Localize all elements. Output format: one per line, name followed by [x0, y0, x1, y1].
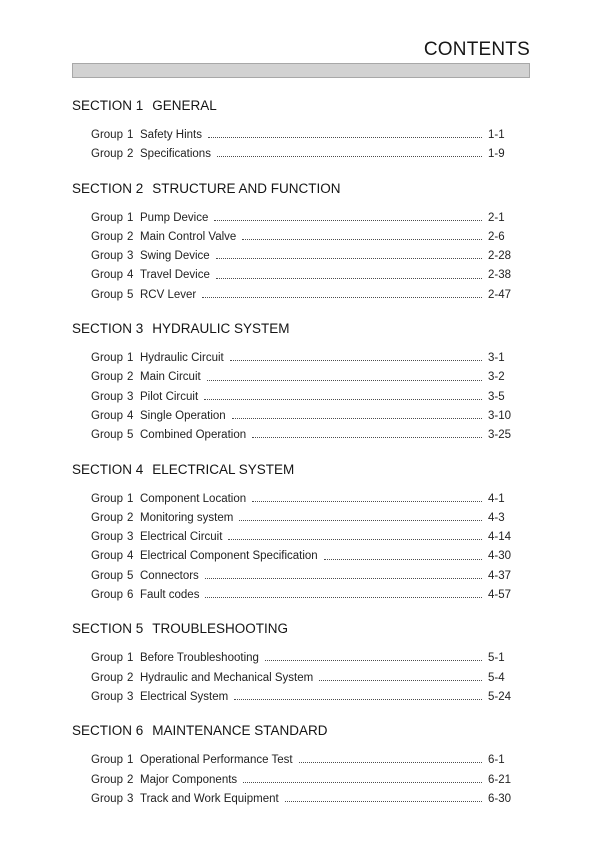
group-word: Group: [91, 390, 123, 403]
group-word: Group: [91, 773, 123, 786]
toc-entry: [72, 266, 530, 285]
group-title: Electrical Circuit: [140, 531, 223, 544]
group-title: Specifications: [140, 148, 211, 161]
group-title: Safety Hints: [140, 129, 202, 141]
section-groups: [72, 490, 530, 606]
toc-section: [72, 322, 530, 445]
group-number: 1: [127, 211, 134, 224]
group-title: Single Operation: [140, 409, 226, 422]
dot-leader: [299, 762, 482, 763]
page-number: 3-5: [488, 390, 505, 403]
toc-entry: [72, 509, 530, 528]
page-number: 3-25: [488, 429, 512, 442]
section-heading: [72, 622, 530, 636]
toc-entry: [72, 368, 530, 387]
dot-leader: [208, 137, 482, 138]
page-number: 3-2: [488, 371, 505, 384]
group-word: Group: [91, 429, 123, 442]
title-divider-bar: [72, 63, 530, 78]
section-label: SECTION 5: [72, 621, 144, 637]
group-word: Group: [91, 269, 123, 282]
dot-leader: [230, 360, 482, 361]
dot-leader: [234, 699, 482, 700]
group-number: 3: [127, 690, 134, 703]
group-number: 1: [127, 129, 134, 141]
section-groups: [72, 209, 530, 305]
page-number: 3-10: [488, 409, 512, 422]
toc-entry: [72, 126, 530, 145]
page-number: 4-30: [488, 550, 512, 563]
group-number: 5: [127, 288, 134, 301]
dot-leader: [319, 680, 482, 681]
toc-entry: [72, 547, 530, 566]
section-label: SECTION 2: [72, 180, 144, 196]
group-word: Group: [91, 671, 123, 684]
group-number: 2: [127, 671, 134, 684]
toc-sections: [72, 99, 530, 809]
section-heading: [72, 463, 530, 477]
group-number: 2: [127, 511, 134, 524]
group-word: Group: [91, 352, 123, 365]
dot-leader: [243, 782, 482, 783]
group-word: Group: [91, 792, 123, 805]
toc-entry: [72, 751, 530, 770]
page-number: 5-1: [488, 652, 505, 665]
page-number: 6-21: [488, 773, 512, 786]
toc-section: [72, 182, 530, 305]
group-title: Electrical System: [140, 690, 229, 703]
section-label: SECTION 1: [72, 98, 144, 113]
dot-leader: [216, 278, 482, 279]
toc-entry: [72, 586, 530, 605]
section-title: TROUBLESHOOTING: [152, 621, 289, 637]
group-title: Before Troubleshooting: [140, 652, 259, 665]
group-word: Group: [91, 550, 123, 563]
group-number: 3: [127, 792, 134, 805]
group-word: Group: [91, 754, 123, 767]
group-title: Track and Work Equipment: [140, 792, 279, 805]
page-number: 2-47: [488, 288, 512, 301]
page-number: 6-1: [488, 754, 505, 767]
section-groups: [72, 349, 530, 445]
dot-leader: [228, 539, 482, 540]
section-heading: [72, 182, 530, 196]
dot-leader: [242, 239, 482, 240]
section-heading: [72, 322, 530, 336]
group-number: 5: [127, 429, 134, 442]
page-number: 6-30: [488, 792, 512, 805]
dot-leader: [216, 258, 482, 259]
group-title: Swing Device: [140, 250, 210, 263]
dot-leader: [214, 220, 482, 221]
toc-entry: [72, 567, 530, 586]
dot-leader: [217, 156, 482, 157]
group-word: Group: [91, 531, 123, 544]
toc-entry: [72, 388, 530, 407]
group-word: Group: [91, 371, 123, 384]
section-title: MAINTENANCE STANDARD: [152, 723, 328, 739]
page-number: 1-9: [488, 148, 505, 161]
group-word: Group: [91, 690, 123, 703]
dot-leader: [265, 660, 482, 661]
toc-entry: [72, 669, 530, 688]
page-number: 3-1: [488, 352, 505, 365]
group-word: Group: [91, 211, 123, 224]
dot-leader: [205, 597, 482, 598]
dot-leader: [239, 520, 482, 521]
toc-entry: [72, 649, 530, 668]
page-number: 4-14: [488, 531, 512, 544]
page-number: 1-1: [488, 129, 505, 141]
page-title: CONTENTS: [423, 39, 530, 60]
group-number: 2: [127, 148, 134, 161]
toc-entry: [72, 771, 530, 790]
toc-entry: [72, 286, 530, 305]
section-title: ELECTRICAL SYSTEM: [152, 461, 295, 477]
page-number: 2-38: [488, 269, 512, 282]
group-title: Monitoring system: [140, 511, 234, 524]
group-title: Connectors: [140, 569, 199, 582]
group-word: Group: [91, 569, 123, 582]
section-groups: [72, 649, 530, 707]
dot-leader: [285, 801, 482, 802]
dot-leader: [252, 501, 482, 502]
section-heading: [72, 724, 530, 738]
section-label: SECTION 4: [72, 461, 144, 477]
group-title: Operational Performance Test: [140, 754, 293, 767]
group-word: Group: [91, 230, 123, 243]
dot-leader: [202, 297, 482, 298]
page-number: 5-4: [488, 671, 505, 684]
dot-leader: [232, 418, 482, 419]
toc-section: [72, 99, 530, 165]
group-number: 2: [127, 230, 134, 243]
group-title: Pump Device: [140, 211, 209, 224]
section-title: HYDRAULIC SYSTEM: [152, 321, 290, 337]
group-number: 1: [127, 352, 134, 365]
group-number: 4: [127, 409, 134, 422]
group-number: 1: [127, 652, 134, 665]
page-number: 2-1: [488, 211, 505, 224]
page-number: 4-37: [488, 569, 512, 582]
group-number: 2: [127, 773, 134, 786]
toc-entry: [72, 426, 530, 445]
toc-entry: [72, 145, 530, 164]
dot-leader: [205, 578, 482, 579]
group-number: 2: [127, 371, 134, 384]
group-number: 3: [127, 390, 134, 403]
toc-entry: [72, 490, 530, 509]
toc-section: [72, 724, 530, 809]
page-number: 2-28: [488, 250, 512, 263]
group-title: Hydraulic Circuit: [140, 352, 224, 365]
page-number: 4-3: [488, 511, 505, 524]
section-label: SECTION 6: [72, 723, 144, 739]
group-word: Group: [91, 652, 123, 665]
group-number: 5: [127, 569, 134, 582]
section-label: SECTION 3: [72, 321, 144, 337]
group-title: Electrical Component Specification: [140, 550, 318, 563]
group-title: Fault codes: [140, 589, 200, 602]
toc-entry: [72, 528, 530, 547]
group-word: Group: [91, 511, 123, 524]
section-heading: [72, 99, 530, 113]
group-number: 4: [127, 550, 134, 563]
toc-entry: [72, 349, 530, 368]
group-title: Pilot Circuit: [140, 390, 199, 403]
group-title: Main Circuit: [140, 371, 201, 384]
group-title: Main Control Valve: [140, 230, 237, 243]
section-groups: [72, 126, 530, 165]
group-word: Group: [91, 409, 123, 422]
section-title: STRUCTURE AND FUNCTION: [152, 180, 341, 196]
toc-entry: [72, 209, 530, 228]
group-word: Group: [91, 148, 123, 161]
group-title: Major Components: [140, 773, 238, 786]
group-title: Hydraulic and Mechanical System: [140, 671, 314, 684]
group-word: Group: [91, 288, 123, 301]
group-number: 3: [127, 531, 134, 544]
dot-leader: [207, 380, 482, 381]
dot-leader: [204, 399, 482, 400]
toc-entry: [72, 407, 530, 426]
page-number: 5-24: [488, 690, 512, 703]
group-number: 1: [127, 754, 134, 767]
toc-section: [72, 622, 530, 707]
toc-entry: [72, 688, 530, 707]
group-number: 3: [127, 250, 134, 263]
dot-leader: [324, 559, 482, 560]
group-title: Combined Operation: [140, 429, 247, 442]
page-number: 4-1: [488, 492, 505, 505]
group-title: Travel Device: [140, 269, 210, 282]
group-title: RCV Lever: [140, 288, 197, 301]
page-number: 4-57: [488, 589, 512, 602]
group-number: 6: [127, 589, 134, 602]
toc-entry: [72, 247, 530, 266]
group-word: Group: [91, 129, 123, 141]
group-number: 1: [127, 492, 134, 505]
dot-leader: [252, 437, 482, 438]
toc-section: [72, 463, 530, 606]
group-word: Group: [91, 492, 123, 505]
section-title: GENERAL: [152, 98, 217, 113]
page-number: 2-6: [488, 230, 505, 243]
group-number: 4: [127, 269, 134, 282]
toc-entry: [72, 228, 530, 247]
group-word: Group: [91, 589, 123, 602]
group-title: Component Location: [140, 492, 247, 505]
section-groups: [72, 751, 530, 809]
group-word: Group: [91, 250, 123, 263]
toc-entry: [72, 790, 530, 809]
